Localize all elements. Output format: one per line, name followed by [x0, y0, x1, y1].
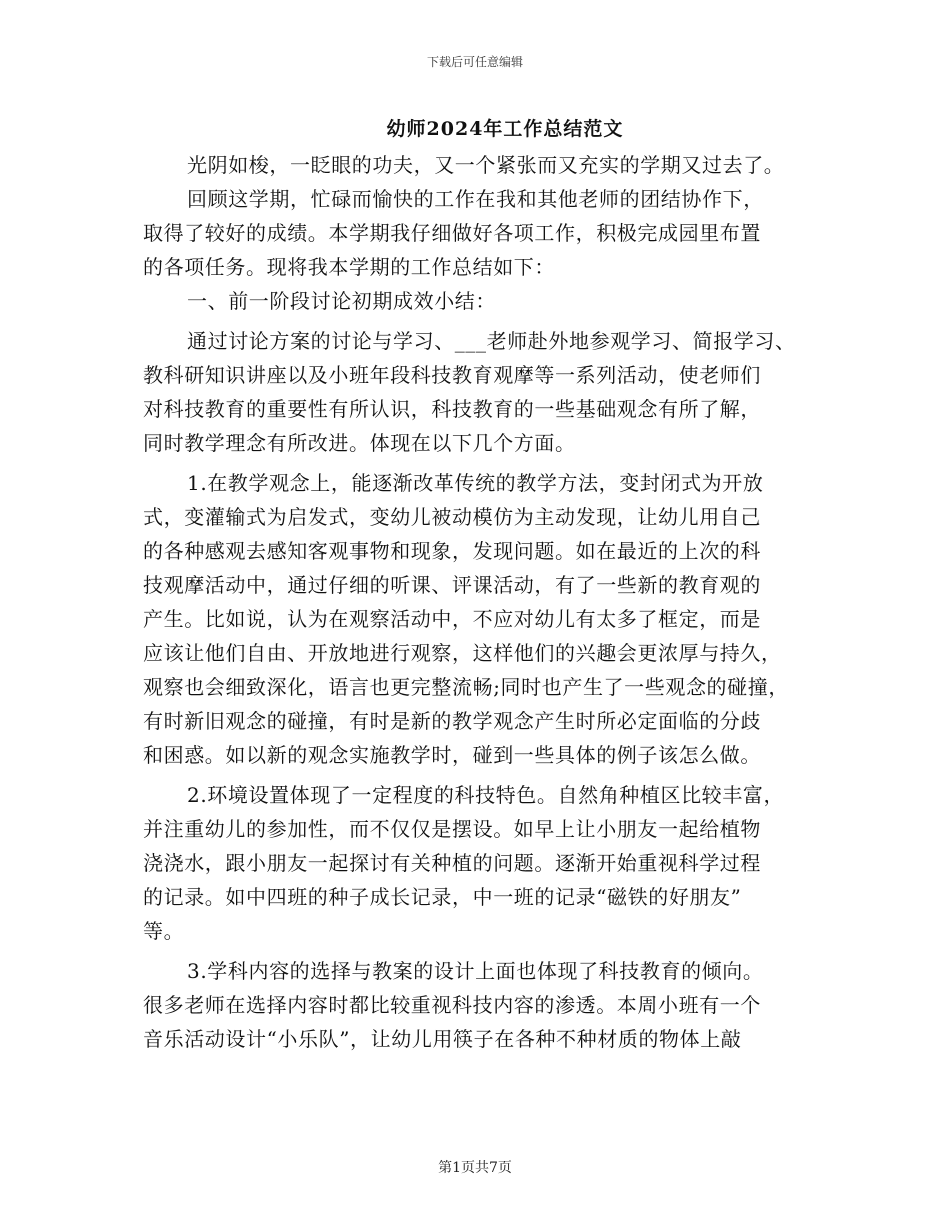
paragraph-line: 教科研知识讲座以及小班年段科技教育观摩等一系列活动，使老师们: [143, 363, 761, 387]
paragraph-line: 观察也会细致深化，语言也更完整流畅;同时也产生了一些观念的碰撞，: [143, 675, 789, 699]
paragraph-line: 回顾这学期，忙碌而愉快的工作在我和其他老师的团结协作下，: [187, 187, 764, 211]
paragraph-line: 对科技教育的重要性有所认识，科技教育的一些基础观念有所了解，: [143, 397, 761, 421]
paragraph-line: 并注重幼儿的参加性，而不仅仅是摆设。如早上让小朋友一起给植物: [143, 817, 761, 841]
paragraph-line: 3.学科内容的选择与教案的设计上面也体现了科技教育的倾向。: [187, 959, 764, 983]
paragraph-line: 通过讨论方案的讨论与学习、___老师赴外地参观学习、简报学习、: [187, 329, 796, 353]
paragraph-line: 2.环境设置体现了一定程度的科技特色。自然角种植区比较丰富，: [187, 783, 785, 807]
page-header-note: 下载后可任意编辑: [426, 55, 523, 69]
paragraph-line: 的记录。如中四班的种子成长记录，中一班的记录“磁铁的好朋友”: [143, 885, 742, 909]
paragraph-line: 音乐活动设计“小乐队”，让幼儿用筷子在各种不种材质的物体上敲: [143, 1027, 742, 1051]
paragraph-line: 很多老师在选择内容时都比较重视科技内容的渗透。本周小班有一个: [143, 993, 761, 1017]
document-title: 幼师2024年工作总结范文: [386, 118, 624, 140]
document-body: [143, 148, 833, 1056]
paragraph-line: 和困惑。如以新的观念实施教学时，碰到一些具体的例子该怎么做。: [143, 743, 761, 767]
paragraph-line: 同时教学理念有所改进。体现在以下几个方面。: [143, 431, 576, 455]
paragraph-line: 的各种感观去感知客观事物和现象，发现问题。如在最近的上次的科: [143, 539, 761, 563]
paragraph-line: 有时新旧观念的碰撞，有时是新的教学观念产生时所必定面临的分歧: [143, 709, 761, 733]
paragraph-line: 技观摩活动中，通过仔细的听课、评课活动，有了一些新的教育观的: [143, 573, 761, 597]
paragraph-line: 光阴如梭，一眨眼的功夫，又一个紧张而又充实的学期又过去了。: [187, 153, 785, 177]
section-heading: 一、前一阶段讨论初期成效小结：: [187, 289, 496, 313]
paragraph-line: 取得了较好的成绩。本学期我仔细做好各项工作，积极完成园里布置: [143, 221, 761, 245]
page-number-footer: 第1页共7页: [438, 1160, 512, 1176]
paragraph-line: 的各项任务。现将我本学期的工作总结如下：: [143, 255, 555, 279]
paragraph-line: 浇浇水，跟小朋友一起探讨有关种植的问题。逐渐开始重视科学过程: [143, 851, 761, 875]
paragraph-line: 应该让他们自由、开放地进行观察，这样他们的兴趣会更浓厚与持久，: [143, 641, 782, 665]
paragraph-line: 等。: [143, 919, 185, 943]
paragraph-line: 1.在教学观念上，能逐渐改革传统的教学方法，变封闭式为开放: [187, 471, 764, 495]
paragraph-line: 产生。比如说，认为在观察活动中，不应对幼儿有太多了框定，而是: [143, 607, 761, 631]
paragraph-line: 式，变灌输式为启发式，变幼儿被动模仿为主动发现，让幼儿用自己: [143, 505, 761, 529]
